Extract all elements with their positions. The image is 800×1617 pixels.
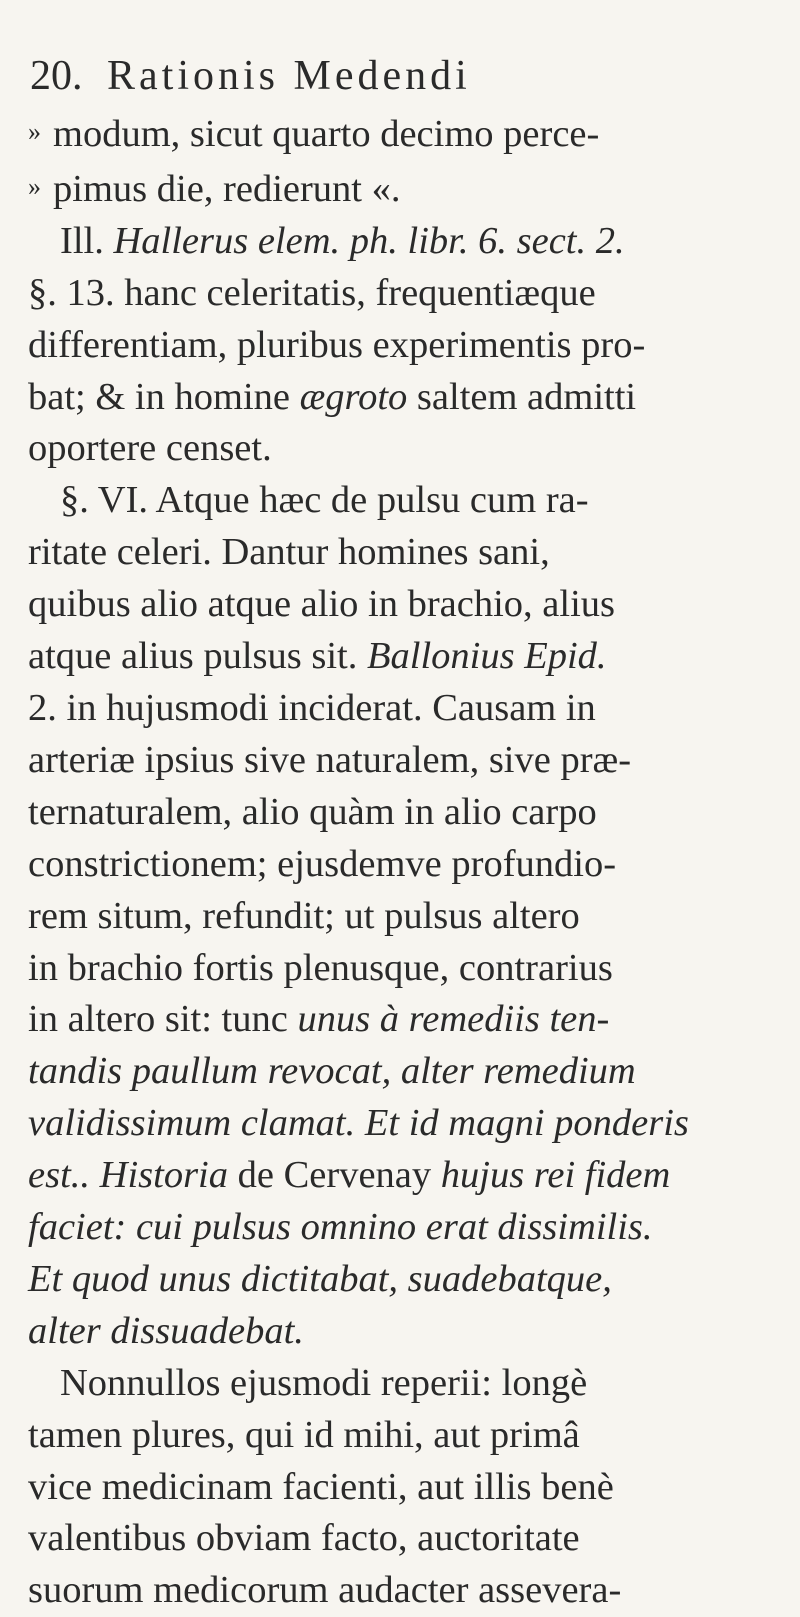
text-line [28, 423, 768, 475]
text-line [28, 1098, 768, 1150]
text-line [28, 735, 768, 787]
text-line [28, 1150, 768, 1202]
italic-text: Hallerus elem. ph. libr. 6. sect. 2. [113, 219, 625, 262]
text-line [28, 1202, 768, 1254]
text-segment: §. 13. hanc celeritatis, frequentiæque [28, 271, 596, 314]
text-line [28, 161, 768, 216]
text-segment: de Cervenay [228, 1154, 441, 1197]
text-line [28, 268, 768, 320]
italic-text: tandis paullum revocat, alter remedium [28, 1050, 636, 1093]
text-segment: tamen plures, qui id mihi, aut primâ [28, 1413, 580, 1456]
text-segment: constrictionem; ejusdemve profundio- [28, 842, 617, 885]
text-line [28, 372, 768, 424]
text-line [28, 1254, 768, 1306]
italic-text: faciet: cui pulsus omnino erat dissimilis. [28, 1206, 653, 1249]
italic-text: Ballonius Epid. [367, 635, 607, 678]
text-segment: oportere censet. [28, 427, 272, 470]
book-page [28, 52, 768, 1617]
quote-mark: » [28, 171, 41, 201]
text-segment: ritate celeri. Dantur homines sani, [28, 531, 550, 574]
text-segment: saltem admitti [407, 375, 637, 418]
text-line [28, 839, 768, 891]
italic-text: unus à remediis ten- [297, 998, 610, 1041]
text-segment: pimus die, redierunt «. [53, 167, 401, 210]
text-segment: Ill. [60, 219, 114, 262]
italic-text: ægroto [299, 375, 408, 418]
text-segment: Nonnullos ejusmodi reperii: longè [60, 1361, 588, 1404]
text-line [28, 787, 768, 839]
text-segment: arteriæ ipsius sive naturalem, sive præ- [28, 738, 632, 781]
body-text [28, 106, 768, 1617]
italic-text: validissimum clamat. Et id magni ponderis [28, 1102, 689, 1145]
text-segment: atque alius pulsus sit. [28, 635, 367, 678]
text-line [28, 994, 768, 1046]
text-line [28, 579, 768, 631]
text-segment: quibus alio atque alio in brachio, alius [28, 583, 615, 626]
text-line [28, 106, 768, 161]
text-line [28, 891, 768, 943]
text-line [28, 1565, 768, 1617]
text-line [28, 683, 768, 735]
text-segment: vice medicinam facienti, aut illis benè [28, 1465, 614, 1508]
text-segment: ternaturalem, alio quàm in alio carpo [28, 790, 597, 833]
italic-text: hujus rei fidem [440, 1154, 671, 1197]
text-segment: suorum medicorum audacter assevera- [28, 1569, 622, 1612]
text-line [28, 527, 768, 579]
text-line [28, 1358, 768, 1410]
quote-mark: » [28, 117, 41, 146]
text-segment: 2. in hujusmodi inciderat. Causam in [28, 686, 596, 729]
text-line [28, 1046, 768, 1098]
running-header [30, 52, 768, 100]
text-segment: bat; & in homine [28, 375, 300, 418]
text-line [28, 1410, 768, 1462]
text-line [28, 216, 768, 268]
text-line [28, 943, 768, 995]
text-segment: rem situm, refundit; ut pulsus altero [28, 894, 580, 937]
text-segment: modum, sicut quarto decimo perce- [53, 113, 600, 155]
text-segment: differentiam, pluribus experimentis pro- [28, 323, 646, 366]
text-segment: in altero sit: tunc [28, 998, 298, 1041]
text-line [28, 475, 768, 527]
italic-text: alter dissuadebat. [28, 1309, 304, 1352]
text-segment: §. VI. Atque hæc de pulsu cum ra- [60, 479, 589, 522]
text-line [28, 1306, 768, 1358]
text-line [28, 1513, 768, 1565]
italic-text: Et quod unus dictitabat, suadebatque, [28, 1257, 612, 1300]
text-line [28, 320, 768, 372]
italic-text: est.. Historia [28, 1154, 229, 1197]
text-segment: in brachio fortis plenusque, contrarius [28, 946, 613, 989]
page-number: 20. [30, 53, 83, 99]
text-segment: valentibus obviam facto, auctoritate [28, 1517, 580, 1560]
text-line [28, 1462, 768, 1514]
running-title: Rationis Medendi [107, 53, 471, 99]
text-line [28, 631, 768, 683]
